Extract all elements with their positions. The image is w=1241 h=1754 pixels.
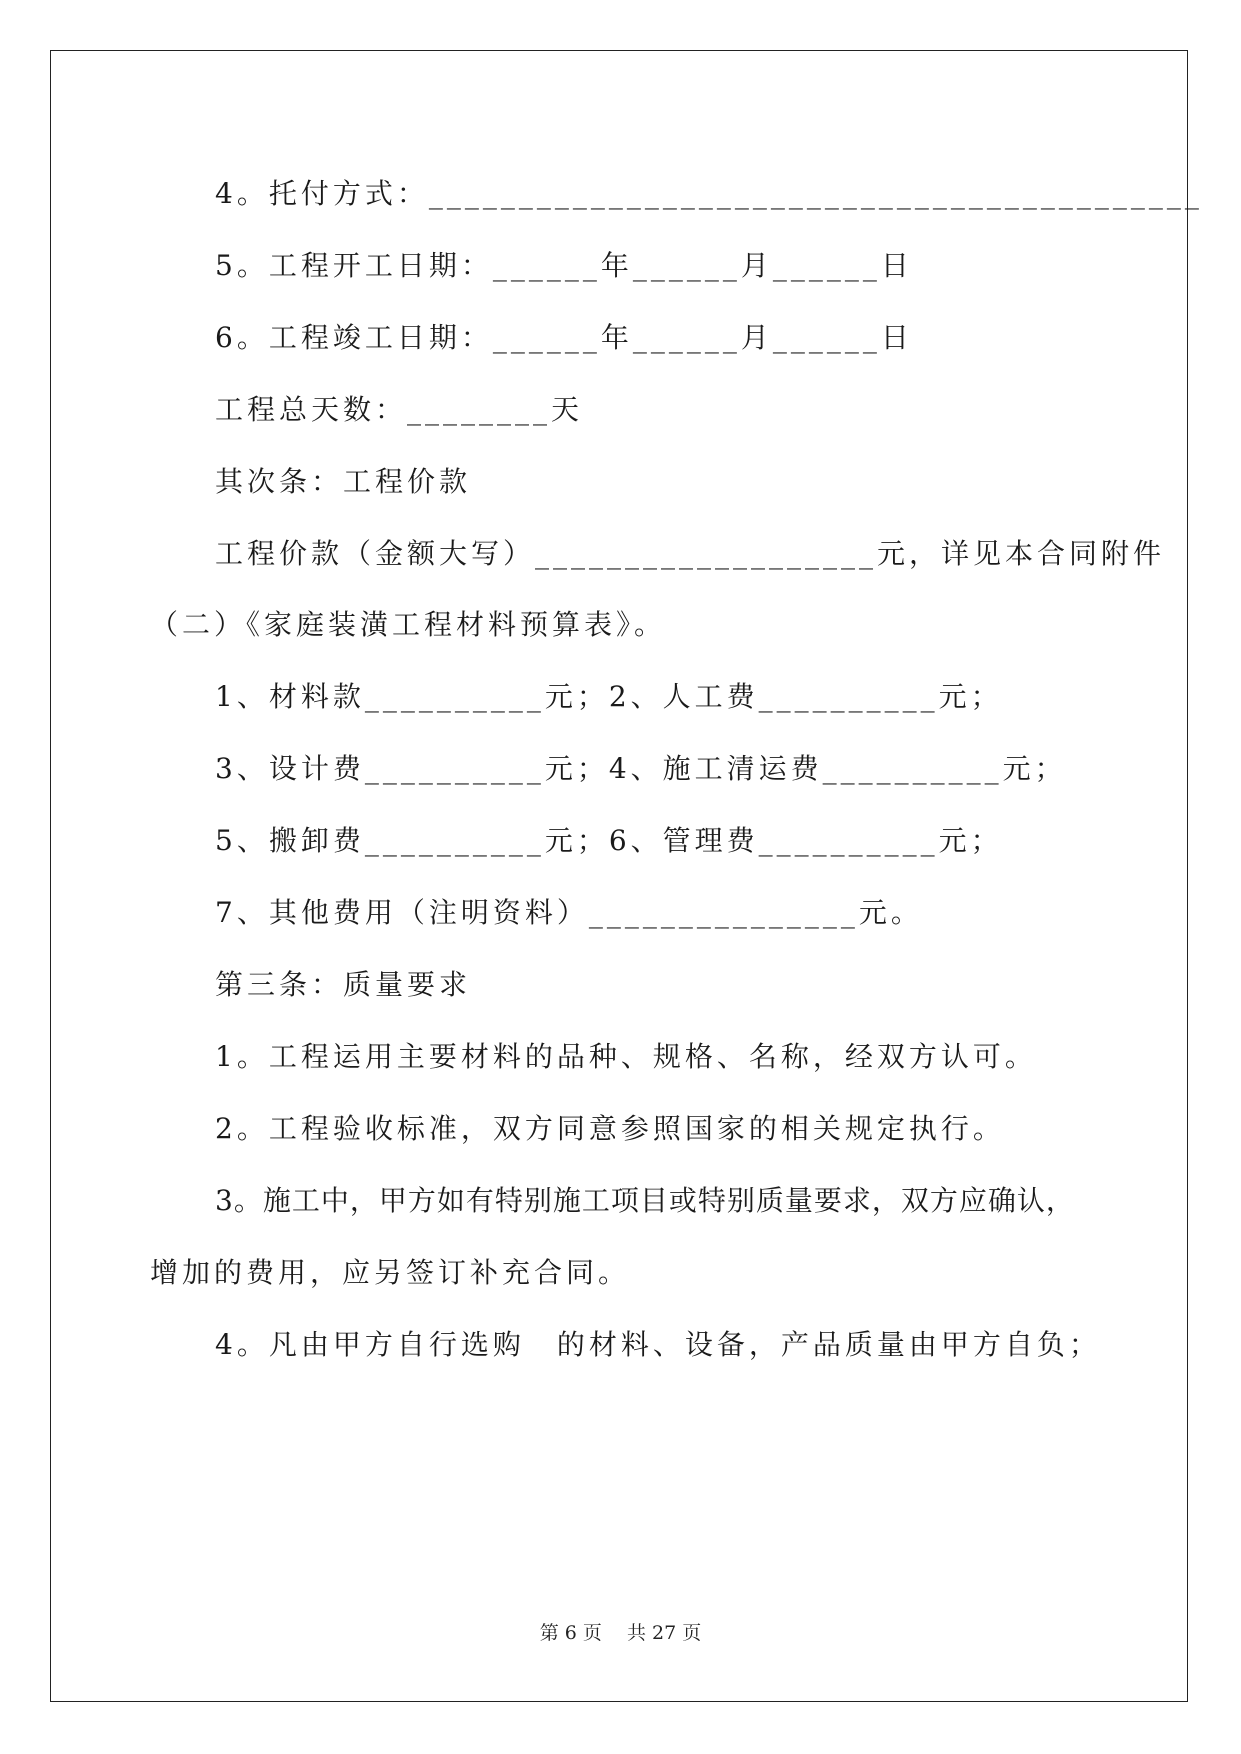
fee-items-1-2: 1、材料款__________元；2、人工费__________元； bbox=[215, 680, 1003, 713]
clause-payment-method: 4。托付方式：___________________________________________ bbox=[215, 177, 1203, 210]
price-attachment-line: （二）《家庭装潢工程材料预算表》。 bbox=[150, 608, 667, 641]
clause-completion-date: 6。工程竣工日期：______年______月______日 bbox=[215, 321, 913, 354]
quality-clause-3: 3。施工中，甲方如有特别施工项目或特别质量要求，双方应确认， bbox=[215, 1184, 1075, 1217]
price-amount-line: 工程价款（金额大写）___________________元，详见本合同附件 bbox=[215, 537, 1166, 570]
quality-clause-3-continued: 增加的费用，应另签订补充合同。 bbox=[150, 1256, 631, 1289]
clause-start-date: 5。工程开工日期：______年______月______日 bbox=[215, 249, 913, 282]
section-heading-price: 其次条：工程价款 bbox=[215, 465, 472, 498]
fee-item-7: 7、其他费用（注明资料）_______________元。 bbox=[215, 896, 923, 929]
total-days: 工程总天数：________天 bbox=[215, 393, 584, 426]
page-border bbox=[50, 50, 1188, 1702]
fee-items-5-6: 5、搬卸费__________元；6、管理费__________元； bbox=[215, 824, 1003, 857]
section-heading-quality: 第三条：质量要求 bbox=[215, 968, 472, 1001]
page-footer: 第 6 页 共 27 页 bbox=[539, 1622, 702, 1644]
quality-clause-4: 4。凡由甲方自行选购 的材料、设备，产品质量由甲方自负； bbox=[215, 1328, 1101, 1361]
fee-items-3-4: 3、设计费__________元；4、施工清运费__________元； bbox=[215, 752, 1067, 785]
quality-clause-1: 1。工程运用主要材料的品种、规格、名称，经双方认可。 bbox=[215, 1040, 1037, 1073]
quality-clause-2: 2。工程验收标准，双方同意参照国家的相关规定执行。 bbox=[215, 1112, 1005, 1145]
